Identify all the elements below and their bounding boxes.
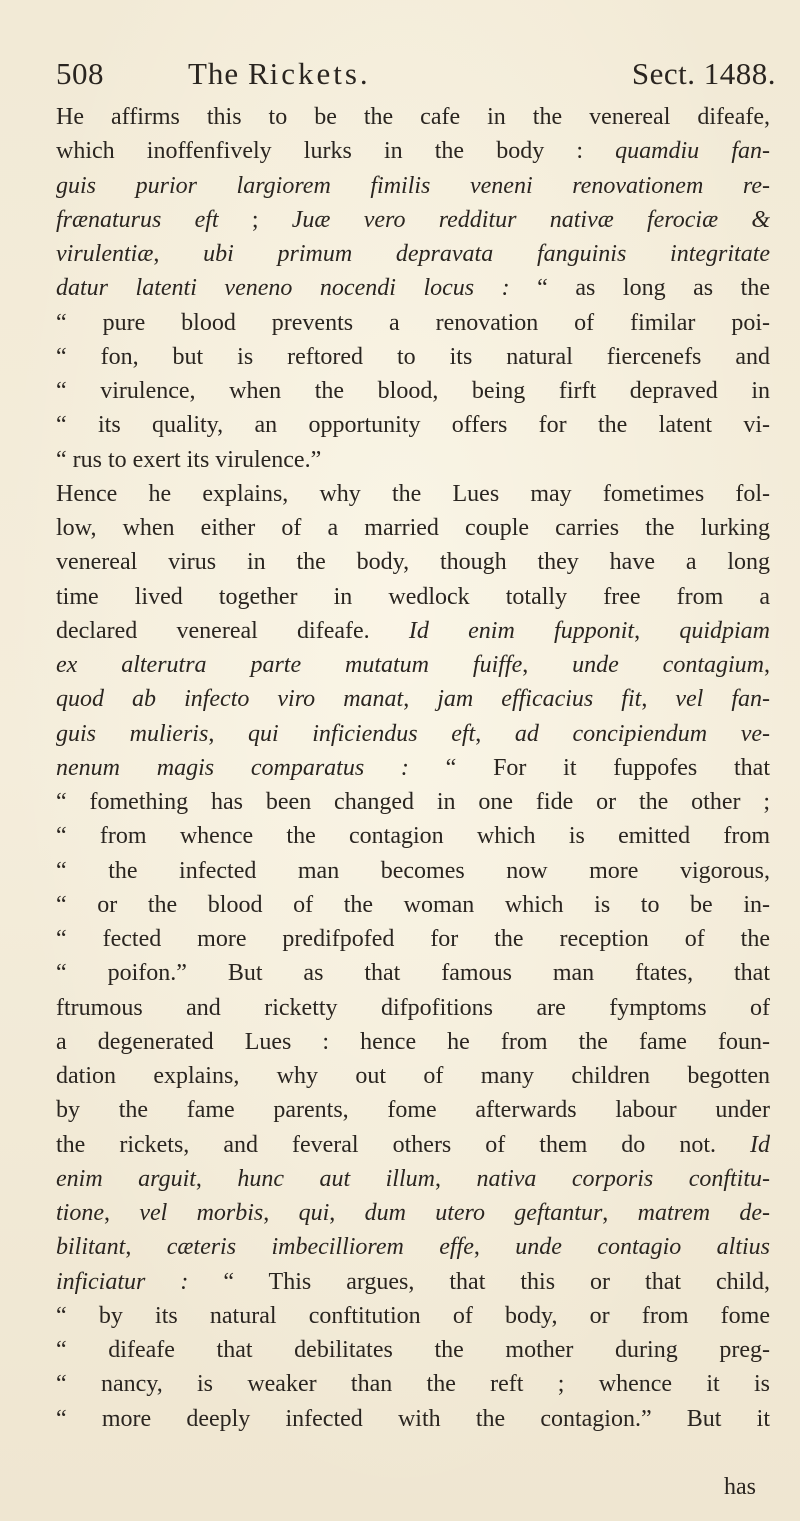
text-line: [56, 340, 770, 374]
text-line: [56, 545, 770, 579]
text-segment: “ rus to exert its virulence.”: [56, 446, 322, 473]
text-segment: “ fomething has been changed in one fide or the other ;: [56, 789, 770, 815]
text-segment: low, when either of a married couple carries the lurking: [56, 515, 770, 541]
italic-segment: dum utero geftantur: [364, 1200, 603, 1226]
italic-segment: inficiatur :: [56, 1268, 189, 1295]
body-text: [56, 100, 770, 1436]
text-segment: which inoffenfively lurks in the body :: [56, 138, 616, 165]
text-line: [56, 237, 770, 271]
italic-segment: tione: [56, 1200, 104, 1226]
italic-segment: nativa corporis conftitu-: [476, 1165, 770, 1192]
text-segment: ;: [218, 206, 292, 233]
italic-segment: Id enim fupponit: [408, 617, 635, 644]
italic-segment: ad concipiendum ve-: [514, 720, 770, 747]
text-segment: ,: [195, 1165, 238, 1192]
text-segment: ,: [602, 1200, 638, 1226]
text-segment: “ the infected man becomes now more vigorous,: [56, 857, 770, 884]
section-number: Sect. 1488.: [631, 56, 776, 91]
italic-segment: jam efficacius fit: [437, 686, 642, 713]
text-segment: “ or the blood of the woman which is to be in-: [56, 891, 770, 918]
italic-segment: enim arguit: [56, 1165, 196, 1192]
text-segment: He affirms this to be the cafe in the venereal difeafe,: [56, 104, 770, 130]
text-segment: ,: [641, 686, 676, 713]
italic-segment: Id: [750, 1131, 770, 1158]
text-line: [56, 1333, 770, 1367]
text-segment: “ by its natural conftitution of body, or from fome: [56, 1302, 770, 1329]
text-segment: ,: [475, 720, 515, 747]
text-line: [56, 785, 770, 819]
text-line: [56, 477, 770, 511]
text-line: [56, 1162, 770, 1196]
text-segment: a degenerated Lues : hence he from the fame foun-: [56, 1028, 770, 1055]
catchword-line: [56, 1470, 770, 1504]
text-line: [56, 100, 770, 134]
text-segment: “ difeafe that debilitates the mother during preg-: [56, 1337, 770, 1363]
italic-segment: vel morbis: [139, 1200, 264, 1226]
text-line: [56, 1025, 770, 1059]
text-line: [56, 1093, 770, 1127]
running-title-first: The R: [188, 56, 270, 91]
running-head: [56, 52, 776, 96]
text-line: [56, 1367, 770, 1401]
text-segment: ,: [104, 1200, 140, 1226]
italic-segment: unde contagium: [572, 652, 764, 678]
text-line: [56, 169, 770, 203]
text-line: [56, 751, 770, 785]
text-segment: ,: [153, 241, 204, 267]
text-segment: ,: [403, 686, 438, 713]
text-segment: “ pure blood prevents a renovation of fimilar poi-: [56, 309, 770, 336]
italic-segment: qui inficiendus eft: [247, 720, 476, 747]
text-line: [56, 408, 770, 442]
text-line: [56, 956, 770, 990]
text-line: [56, 1230, 770, 1264]
italic-segment: vel fan-: [675, 686, 770, 713]
page-number: 508: [56, 56, 104, 91]
text-line: [56, 854, 770, 888]
italic-segment: Juæ vero redditur nativæ ferociæ &: [291, 206, 770, 233]
text-segment: “ nancy, is weaker than the reft ; whence it is: [56, 1371, 770, 1398]
text-line: [56, 682, 770, 716]
italic-segment: quamdiu fan-: [615, 138, 770, 165]
text-segment: ,: [125, 1234, 167, 1261]
text-segment: the rickets, and feveral others of them do not.: [56, 1131, 750, 1158]
text-line: [56, 648, 770, 682]
italic-segment: hunc aut illum: [237, 1165, 435, 1192]
italic-segment: ex alterutra parte mutatum fuiffe: [56, 652, 523, 678]
text-segment: “ fected more predifpofed for the reception of the: [56, 926, 770, 952]
text-segment: ,: [434, 1165, 477, 1192]
text-segment: “ This argues, that this or that child,: [188, 1268, 770, 1295]
text-segment: ,: [263, 1200, 299, 1226]
italic-segment: ubi primum depravata fanguinis integritate: [203, 241, 770, 267]
italic-segment: cæteris imbecilliorem effe: [166, 1234, 474, 1261]
italic-segment: frænaturus eft: [56, 206, 219, 233]
text-line: [56, 614, 770, 648]
text-line: [56, 1059, 770, 1093]
text-segment: ,: [208, 720, 248, 747]
italic-segment: quod ab infecto viro manat: [56, 686, 404, 713]
text-line: [56, 271, 770, 305]
text-line: [56, 511, 770, 545]
text-segment: ,: [473, 1234, 516, 1261]
running-title-rest: ickets.: [269, 56, 371, 91]
text-line: [56, 1299, 770, 1333]
text-line: [56, 1196, 770, 1230]
italic-segment: unde contagio altius: [515, 1234, 770, 1261]
text-line: [56, 819, 770, 853]
text-line: [56, 580, 770, 614]
text-segment: venereal virus in the body, though they have a long: [56, 549, 770, 576]
text-line: [56, 922, 770, 956]
running-title: [188, 52, 371, 96]
italic-segment: guis purior largiorem fimilis veneni renovationem re-: [56, 172, 770, 199]
italic-segment: guis mulieris: [56, 720, 209, 747]
catchword: has: [724, 1474, 756, 1500]
text-line: [56, 1265, 770, 1299]
italic-segment: qui: [298, 1200, 330, 1226]
text-segment: ,: [522, 652, 573, 678]
text-line: [56, 717, 770, 751]
text-line: [56, 1128, 770, 1162]
text-line: [56, 203, 770, 237]
text-line: [56, 991, 770, 1025]
text-segment: “ more deeply infected with the contagion.” But it: [56, 1405, 770, 1432]
text-segment: “ as long as the: [509, 275, 770, 302]
text-segment: time lived together in wedlock totally free from a: [56, 583, 770, 610]
italic-segment: datur latenti veneno nocendi locus :: [56, 275, 510, 302]
italic-segment: virulentiæ: [56, 241, 154, 267]
text-line: [56, 134, 770, 168]
text-segment: dation explains, why out of many children begotten: [56, 1063, 770, 1089]
italic-segment: matrem de-: [637, 1200, 770, 1226]
text-line: [56, 306, 770, 340]
text-segment: “ its quality, an opportunity offers for the latent vi-: [56, 412, 770, 439]
text-segment: by the fame parents, fome afterwards labour under: [56, 1097, 770, 1124]
text-segment: declared venereal difeafe.: [56, 617, 409, 644]
text-segment: “ For it fuppofes that: [408, 754, 770, 781]
italic-segment: nenum magis comparatus :: [56, 754, 409, 781]
text-segment: “ from whence the contagion which is emitted from: [56, 823, 770, 850]
text-segment: “ virulence, when the blood, being firft depraved in: [56, 378, 770, 404]
text-segment: Hence he explains, why the Lues may fometimes fol-: [56, 480, 770, 507]
text-segment: ,: [634, 617, 680, 644]
text-segment: ,: [329, 1200, 365, 1226]
italic-segment: bilitant: [56, 1234, 126, 1261]
text-segment: “ fon, but is reftored to its natural fiercenefs and: [56, 343, 770, 370]
text-line: [56, 888, 770, 922]
italic-segment: quidpiam: [679, 617, 770, 644]
text-line: [56, 443, 770, 477]
text-line: [56, 374, 770, 408]
text-segment: ,: [764, 652, 770, 678]
text-segment: “ poifon.” But as that famous man ftates, that: [56, 960, 770, 987]
text-segment: ftrumous and ricketty difpofitions are fymptoms of: [56, 994, 770, 1021]
text-line: [56, 1402, 770, 1436]
